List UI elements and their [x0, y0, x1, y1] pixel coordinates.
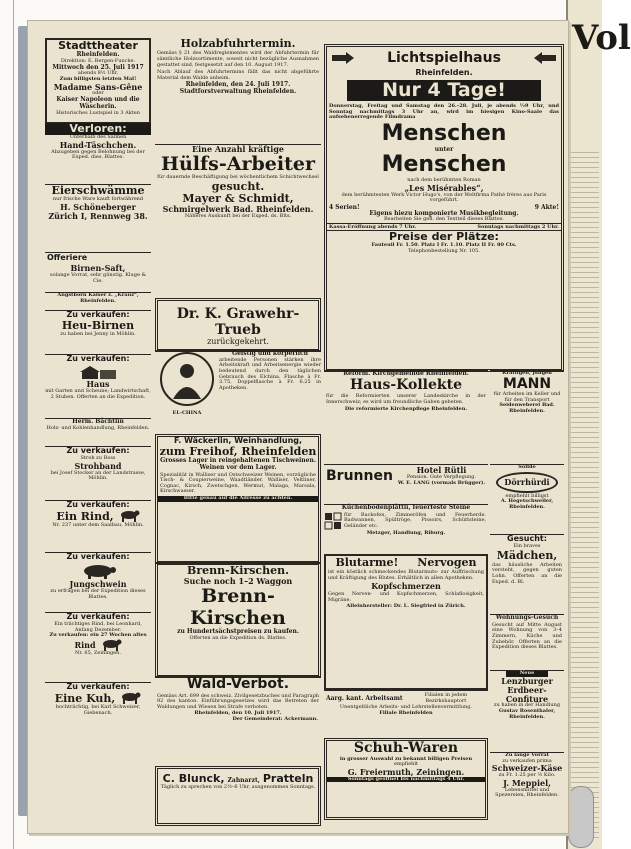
ad-play-title: Madame Sans-Gêne [53, 81, 143, 92]
ad-arbeitsamt [324, 690, 488, 735]
ad-text: gesucht. [211, 179, 265, 193]
ad-note: Offerten an die Expedition ds. Blattes. [189, 634, 287, 641]
ad-text: Lebensmittel und Spezereien, Rheinfelden. [495, 786, 559, 799]
ad-title: MANN [502, 375, 552, 392]
ad-text: Ein braves [513, 542, 541, 549]
ad-zv-jungschwein [45, 552, 151, 611]
cow-icon [118, 510, 140, 522]
pointing-hand-icon [330, 49, 356, 67]
elchina-figure-icon [159, 351, 215, 407]
ad-text: hochträchtig, bei Karl Schweizer, Giebenach. [55, 703, 141, 716]
ad-name: C. Blunck, [162, 772, 225, 785]
cow-icon [119, 692, 141, 704]
ad-name: Herm. Bächtlin [72, 418, 124, 425]
ad-place: zum Freihof, Rheinfelden [159, 444, 317, 458]
notice-title: Reform. Kirchgemeinde Rheinfelden. [343, 370, 469, 377]
ad-grawehr [155, 298, 321, 352]
ad-title: Gesucht: [507, 534, 547, 543]
ad-item: Heu-Birnen [61, 318, 135, 332]
ad-title: Hülfs-Arbeiter [161, 152, 315, 175]
ad-text: Zu verkaufen: ein 27 Wochen altes [49, 632, 147, 639]
notice-kollekte [324, 370, 488, 461]
ad-angstborn [45, 292, 151, 309]
ad-prices-title: Preise der Plätze: [389, 230, 499, 244]
ad-kuechenbodenplaettli [324, 504, 488, 551]
ad-text: Solide [518, 464, 536, 470]
ad-text: in grosser Auswahl zu bekannt billigen Preisen [339, 755, 473, 762]
pointing-hand-icon [532, 49, 558, 67]
column-left [45, 38, 151, 824]
ad-title: Zu verkaufen: [66, 354, 130, 363]
ad-banner: Nur 4 Tage! [347, 80, 541, 101]
ad-text: Direktion: E. Bergen-Funcke. [60, 58, 136, 65]
next-page-edge [566, 0, 631, 849]
notice-title: Holzabfuhrtermin. [180, 37, 296, 50]
notice-body: Gemäss Art. 699 des schweiz. Zivilgesetzbuches und Paragraph 92 des kanton. Einführungsgesetzes wird das Betreten der Waldungen und Wiesen bei Strafe verboten. [157, 692, 319, 710]
ad-note: Näheres Auskunft bei der Exped. ds. Blts. [184, 213, 292, 220]
ad-name: G. Freiermuth, Zeiningen. [347, 766, 465, 777]
ad-title: Geistig und körperlich [231, 350, 308, 357]
film-title: unter [434, 145, 454, 153]
ad-title: Lichtspielhaus [387, 50, 501, 66]
ad-title: Nervogen [417, 556, 477, 569]
ad-title: Zu verkaufen: [66, 310, 130, 319]
ad-place: Rheinfelden. [76, 51, 120, 59]
ad-company: Schmirgelwerk Bad. Rheinfelden. [162, 204, 314, 215]
ad-item: Jungschwein [69, 578, 127, 589]
ad-zv-kuh [45, 682, 151, 731]
ad-schweizer-kaese [490, 752, 564, 819]
ad-brunnen-hotel-ruetli [324, 464, 488, 501]
ad-brand: EL-CHINA [172, 410, 202, 416]
ad-date: Mittwoch den 25. Juli 1917 [52, 63, 144, 71]
ad-title: Stadttheater [58, 39, 138, 52]
ad-company: Mayer & Schmidt, [182, 192, 294, 206]
ad-herm-baechtlin [45, 418, 151, 445]
ad-text: Ein trächtiges Rind, bei Leonhard, Anfang Dezember. [54, 620, 142, 633]
ad-text: empfiehlt [393, 761, 419, 768]
ad-title: Schuh-Waren [353, 740, 459, 756]
ad-offeriere [45, 252, 151, 291]
notice-date: Rheinfelden, den 10. Juli 1917. [194, 710, 282, 717]
ad-text: Abzugeben gegen Belohnung bei der Exped. dies. Blattes. [51, 148, 145, 161]
ad-text: bei Josef Stocker an der Landstrasse, Möhlin. [50, 469, 146, 482]
ad-eierschwaemme [45, 184, 151, 251]
ad-title: Lenzburger [501, 675, 553, 686]
ad-text: zurückgekehrt. [207, 337, 269, 347]
ad-schuhwaren [324, 738, 488, 820]
ad-text: Nr. 237 unter dem Saalbau, Möhlin. [52, 521, 144, 528]
film-title: Menschen [381, 152, 507, 178]
pig-icon [78, 563, 118, 579]
notice-date: Rheinfelden, den 24. Juli 1917. [185, 81, 291, 89]
column-middle [155, 38, 321, 824]
ad-text: Weinen vor dem Lager. [199, 463, 277, 471]
ad-item: Haus [86, 378, 110, 389]
ad-waeckerlin [155, 434, 321, 564]
ad-text: empfiehlt billigst [505, 492, 549, 499]
ad-name: Gustav Rosenthaler, Rheinfelden. [498, 708, 556, 720]
notice-signature: Die reformierte Kirchenpflege Rheinfelden. [344, 405, 468, 412]
ad-text: Kassa-Eröffnung abends 7 Uhr. [329, 224, 417, 231]
ad-text: solange Vorrat, sehr günstig. Kluge & Cie. [50, 271, 146, 284]
ad-text: Historisches Lustspiel in 3 Akten [56, 109, 140, 116]
ad-text: Gegen Nerven- und Kopfschmerzen, Schlaflosigkeit, Migräne. [328, 591, 484, 603]
ad-text: zu erfragen bei der Expedition dieses Blattes. [50, 587, 146, 600]
notice-holzabfuhr [155, 38, 321, 142]
ad-time: abends 8½ Uhr. [77, 70, 119, 77]
ad-note: Bitte genau auf die Adresse zu achten. [158, 496, 318, 502]
ad-zv-haus [45, 354, 151, 417]
ad-mann [490, 370, 564, 461]
ad-text: Stroh zu Ross [80, 454, 116, 461]
ad-title: Schweizer-Käse [491, 763, 563, 774]
ad-nervogen [324, 554, 488, 690]
ad-item: Rind [74, 639, 96, 650]
ad-title: Zu verkaufen: [66, 682, 130, 691]
ad-text: das häusliche Arbeiten versteht, gegen guten Lohn. Offerten an die Exped. d. Bl. [492, 561, 562, 585]
ad-note: Zum billigsten letzten Mal! [59, 75, 137, 82]
ad-name: H. Schöneberger [60, 201, 136, 212]
film-title: Menschen [381, 121, 507, 146]
notice-title: Wald-Verbot. [186, 676, 290, 692]
notice-waldverbot [155, 676, 321, 763]
ad-title: Blutarme! [335, 556, 399, 569]
ad-elchina [155, 350, 321, 431]
cow-icon [100, 639, 122, 651]
ad-name: Metzger, Handlung, Riburg. [366, 529, 446, 536]
ad-text: mit Garten und Scheune; Landwirtschaft, 2 Stuben. Offerten an die Expedition. [45, 387, 151, 400]
ad-text: Grosses Lager in reingehaltenen Tischweinen. [160, 457, 316, 465]
ad-text: zu haben bei Jenny in Möhlin. [60, 331, 136, 338]
ad-name: Alleinhersteller: Dr. L. Siegfried in Zürich. [346, 603, 466, 610]
ad-title: Offeriere [47, 253, 88, 262]
ad-text: oder [92, 90, 104, 97]
ad-zv-strohband [45, 446, 151, 499]
ad-text: für Arbeiten im Keller und für den Transport [493, 391, 561, 403]
ad-text: Bearbeiten Sie gefl. den Textteil dieses Blattes. [383, 216, 505, 223]
ad-name: J. Meppiel, [503, 777, 551, 788]
ad-doerrhuerdi [490, 464, 564, 531]
house-icon [78, 365, 118, 379]
ad-owner: W. E. LANG (vormals Brügger). [397, 479, 486, 486]
ad-text: ist ein köstlich schmeckendes Blutarmuts- zur Auffrischung und Kräftigung des Blutes. Erhältlich in allen Apotheken. [328, 569, 484, 581]
ad-text: zu Hundertsächstpreisen zu kaufen. [177, 627, 299, 635]
ad-text: Filialen in jedem Bezirkshauptort [424, 692, 468, 704]
ad-place: Brunnen [326, 468, 393, 485]
next-page-text [571, 150, 599, 840]
ad-name: A. Hegetschweiler, Rheinfelden. [500, 498, 554, 510]
ad-title: Wohnungs-Gesuch [495, 614, 559, 621]
ad-title: Aarg. kant. Arbeitsamt [326, 694, 403, 702]
ad-zv-rind [45, 500, 151, 551]
ad-title: Brenn-Kirschen. [187, 564, 289, 577]
ad-text: dem berühmtesten Werk Victor Hugo's, von der Weltfirma Pathé frères aus Paris vorgeführt. [341, 191, 547, 204]
ad-text: für Backofen, Zimmeröfen und Feuerherde. Badwannen, Spültröge, Pissoirs, Schüttsteine, Geländer etc. [344, 511, 486, 529]
ad-stadttheater [45, 38, 151, 124]
ad-lenzburger [490, 670, 564, 749]
ad-parts: 4 Serien! [329, 203, 360, 211]
ad-place: Nr. 65, Zeiningen. [75, 649, 121, 656]
ad-title: Verloren: [45, 123, 151, 135]
ad-item: Hand-Täschchen. [59, 139, 137, 150]
ad-title: Zu verkaufen: [66, 446, 130, 455]
ad-zv-kalb [45, 612, 151, 681]
notice-title: Haus-Kollekte [350, 376, 462, 393]
ad-subtitle: Kaiser Napoleon und die Wäscherin. [56, 96, 140, 110]
ad-name: Dr. K. Grawehr-Trueb [176, 306, 300, 338]
ad-place: Pratteln [262, 772, 314, 785]
ad-item: Brenn-Kirschen [190, 585, 286, 629]
ad-text: Pension. Gute Verpflegung. [406, 473, 477, 480]
margin-line [13, 0, 14, 849]
ad-text: Eigens hiezu komponierte Musikbegleitung. [369, 209, 519, 217]
notice-body: Gemäss § 21 des Waldreglementes wird der Abfuhrtermin für sämtliche Holzsortimente, soweit nicht bezügliche Ausnahmen gestattet sind, festgesetzt auf den 10. August 1917. [157, 50, 319, 68]
ad-gesucht-maedchen [490, 534, 564, 611]
ad-item: Strohband [74, 460, 122, 471]
ad-blunck [155, 766, 321, 826]
ad-text: Eine Anzahl kräftige [191, 144, 285, 154]
ad-item: Ein Rind, [56, 509, 114, 523]
ad-title: Eierschwämme [51, 184, 145, 197]
ad-phone: Telephonbestellung Nr. 105. [408, 247, 480, 254]
ad-item: Erdbeer- [507, 684, 547, 695]
ad-prices: Fauteuil Fr. 1.50. Platz I Fr. 1.10. Platz II Fr. 80 Cts. [371, 242, 517, 249]
notice-signature: Stadtforstverwaltung Rheinfelden. [179, 88, 297, 95]
ad-title: Zu verkaufen: [66, 552, 130, 561]
ad-text: Gesucht auf Mitte August eine Wohnung von 3–4 Zimmern, Küche und Zubehör. Offerten an die Expedition dieses Blattes. [492, 621, 562, 651]
ad-title: Zu verkaufen: [66, 612, 130, 621]
ad-profession: Zahnarzt, [227, 777, 260, 784]
ad-text: Holz- und Kohlenhandlung, Rheinfelden. [46, 424, 150, 431]
ad-dates: Donnerstag, Freitag und Samstag den 26.–28. Juli, je abends ½9 Uhr, und Sonntag nachmittags 3 Uhr an, wird im hiesigen Kino-Saale das aufsehenerregende Filmdrama [329, 103, 559, 121]
ad-text: nur frische Ware kauft fortwährend [52, 196, 144, 203]
notice-body: für die Reformierten unserer Landeskirche in der Innerschweiz; es wird um freundliche Gaben gebeten. [326, 393, 486, 405]
ad-subtitle: Kopfschmerzen [371, 581, 441, 592]
ad-text: zu verkaufen prima [502, 757, 552, 764]
notice-body: Nach Ablauf des Abfuhrtermins fällt das nicht abgeführte Material dem Walde anheim. [157, 69, 319, 81]
ad-wohnungs-gesuch [490, 614, 564, 667]
ad-title: Küchenbodenplättli, feuerfeste Steine [341, 504, 471, 511]
ad-text: Kräftigen, jungen [502, 370, 552, 376]
ad-item: Eine Kuh, [54, 691, 116, 705]
next-page-masthead-fragment: Vol [572, 18, 631, 58]
ad-item: Confiture [505, 693, 549, 704]
tile-pattern-icon [324, 512, 342, 530]
ad-price: zu Fr. 1.25 per ½ Kilo. [498, 772, 556, 779]
ad-lichtspielhaus [324, 44, 564, 372]
ad-verloren [45, 122, 151, 183]
ad-name: F. Wäckerlin, Weinhandlung, [173, 436, 303, 445]
ad-text: zu haben in der Handlung [493, 702, 561, 709]
ad-zv-heubirnen [45, 310, 151, 353]
ad-hilfsarbeiter [155, 144, 321, 295]
ad-acts: 9 Akte! [534, 203, 559, 211]
ad-text: Unentgeltliche Arbeits- und Lehrstellenvermittlung. [339, 704, 473, 710]
ad-text: Täglich zu sprechen von 2½–6 Uhr, ausgenommen Sonntags. [160, 784, 316, 790]
ad-item: Birnen-Saft, [70, 262, 126, 273]
ad-item: Mädchen, [496, 548, 558, 562]
ad-place: Zürich I, Rennweg 38. [48, 210, 148, 221]
ad-name: Hotel Rütli [416, 465, 467, 475]
ad-text: Angstborn Kaiser z. „Krauz“, Rheinfelden. [57, 292, 139, 304]
ad-title: Zu verkaufen: [66, 500, 130, 509]
ad-company: Seidenweberei Bad. Rheinfelden. [499, 402, 555, 415]
ad-text: nach dem berühmten Roman [407, 176, 481, 183]
ad-text: Suche noch 1–2 Waggon [183, 576, 293, 587]
ad-text: Zu lange Vorrat [505, 752, 549, 758]
column-right [324, 38, 564, 824]
ad-place: Rheinfelden. [415, 68, 473, 77]
ad-brennkirschen [155, 562, 321, 678]
ad-text: für dauernde Beschäftigung bei wöchentlichem Schichtwechsel [157, 174, 319, 181]
ad-text: Spezialität in Walliser und Ostschweizer Weinen, vorzügliche Tisch- & Coupierweine, Waadtländer, Walliser, Veltliner, Cognac, Kirsch, Zwetschgen, Wermut, Malaga, Marsala, Kirschwasser. [160, 471, 316, 495]
ad-title: Dörrhürdi [496, 472, 558, 493]
notice-signature: Der Gemeinderat: Ackermann. [232, 716, 318, 723]
ad-text: Sonntags nachmittags 2 Uhr. [477, 224, 559, 231]
binder-clip [568, 786, 594, 848]
ad-name: Filiale Rheinfelden [379, 709, 433, 716]
ad-text: Unterhalb des Salmen [69, 134, 127, 141]
ad-text: „Les Misérables“, [404, 182, 484, 193]
ad-text: arbeitende Personen stärken ihre Arbeitskraft und Arbeitsenergie wieder bedeutend durch den täglichen Gebrauch des Elchina. Flasche à Fr. 3.75, Doppelflasche à Fr. 6.25 in Apotheken. [219, 356, 321, 391]
ad-badge: Neue [506, 671, 548, 677]
ad-note: Sonntags geöffnet bis nachmittags 4 Uhr. [327, 777, 485, 783]
